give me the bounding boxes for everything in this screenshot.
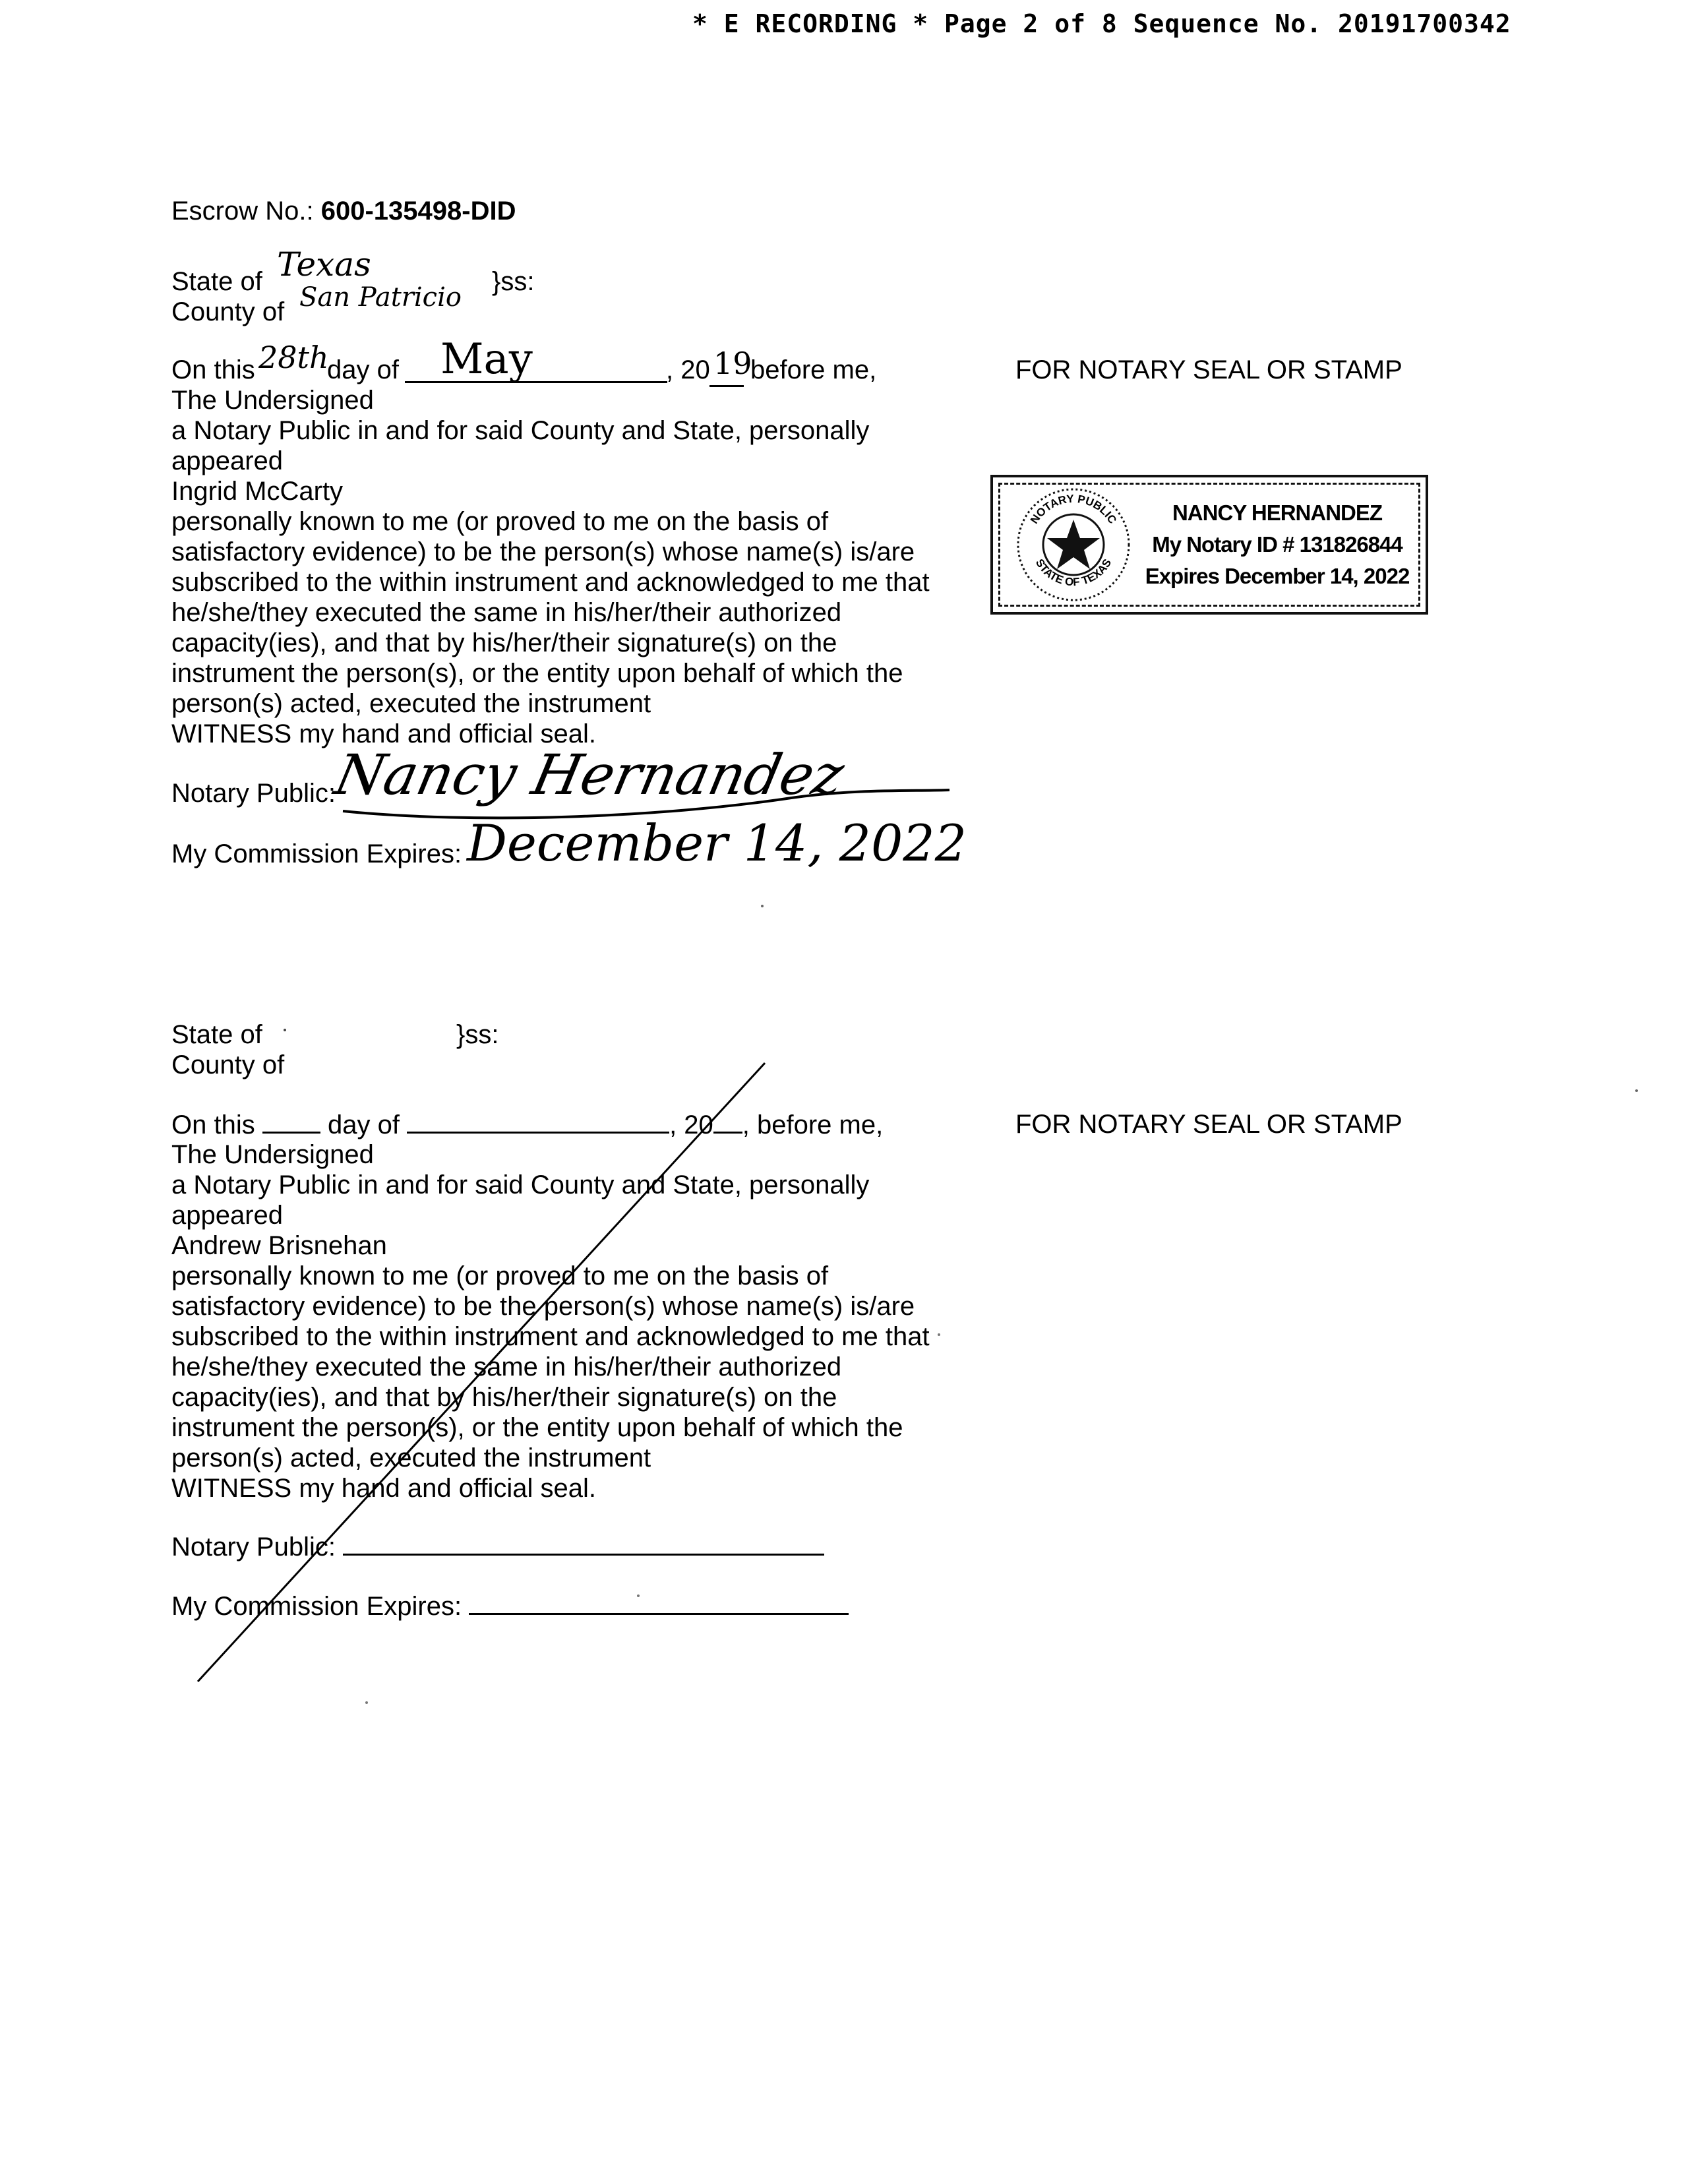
stamp-id: My Notary ID # 131826844 <box>1152 532 1402 557</box>
seal-ring-bottom-text: STATE OF TEXAS <box>1033 557 1114 589</box>
block2-day-of: day of <box>327 1110 400 1139</box>
block2-notary-line: a Notary Public in and for said County and State, personally <box>171 1170 870 1199</box>
block1-month-value: May <box>440 335 533 384</box>
block1-year-value: 19 <box>713 346 752 381</box>
block2-seal-caption: FOR NOTARY SEAL OR STAMP <box>1015 1110 1402 1139</box>
block2-ss: }ss: <box>456 1020 499 1049</box>
block1-body-line: satisfactory evidence) to be the person(s) whose name(s) is/are <box>171 537 915 566</box>
block1-state-label: State of <box>171 267 262 296</box>
block2-body-line: WITNESS my hand and official seal. <box>171 1474 596 1503</box>
block1-commission-label: My Commission Expires: <box>171 839 462 868</box>
block1-body-line: person(s) acted, executed the instrument <box>171 689 651 718</box>
block1-state-value: Texas <box>277 245 371 284</box>
block1-undersigned: The Undersigned <box>171 386 374 415</box>
block1-day-value: 28th <box>258 340 329 375</box>
block1-county-value: San Patricio <box>299 282 462 313</box>
block2-body-line: capacity(ies), and that by his/her/their signature(s) on the <box>171 1383 837 1412</box>
block2-year-prefix: , 20 <box>669 1110 713 1139</box>
notary-signature: Nancy Hernandez <box>329 743 850 807</box>
block2-body-line: instrument the person(s), or the entity upon behalf of which the <box>171 1413 903 1442</box>
block1-notary-line: a Notary Public in and for said County and State, personally <box>171 416 870 445</box>
block1-body-line: subscribed to the within instrument and acknowledged to me that <box>171 568 930 597</box>
block1-appeared: appeared <box>171 446 284 475</box>
block2-person: Andrew Brisnehan <box>171 1231 387 1260</box>
block1-person: Ingrid McCarty <box>171 477 344 506</box>
stamp-expires: Expires December 14, 2022 <box>1145 564 1410 588</box>
block1-before-me: before me, <box>750 355 877 384</box>
block2-body-line: person(s) acted, executed the instrument <box>171 1443 651 1472</box>
block2-body-line: personally known to me (or proved to me on the basis of <box>171 1261 829 1290</box>
block1-commission-value: December 14, 2022 <box>467 814 967 872</box>
block1-body-line: personally known to me (or proved to me on the basis of <box>171 507 829 536</box>
block1-body-line: he/she/they executed the same in his/her/their authorized <box>171 598 842 627</box>
block2-body-line: subscribed to the within instrument and acknowledged to me that <box>171 1322 930 1351</box>
block2-county-label: County of <box>171 1050 285 1079</box>
block1-body-line: capacity(ies), and that by his/her/their signature(s) on the <box>171 628 837 657</box>
block1-county-label: County of <box>171 297 285 326</box>
escrow-number: 600-135498-DID <box>320 197 516 226</box>
block1-ss: }ss: <box>492 267 535 296</box>
block1-notary-public-label: Notary Public: <box>171 779 336 808</box>
recording-header: * E RECORDING * Page 2 of 8 Sequence No. 20191700342 <box>692 9 1511 38</box>
block2-appeared: appeared <box>171 1201 284 1230</box>
block2-body-line: he/she/they executed the same in his/her/their authorized <box>171 1352 842 1381</box>
block2-body-line: satisfactory evidence) to be the person(s) whose name(s) is/are <box>171 1292 915 1321</box>
block1-seal-caption: FOR NOTARY SEAL OR STAMP <box>1015 355 1402 384</box>
block2-undersigned: The Undersigned <box>171 1140 374 1169</box>
block1-year-prefix: , 20 <box>666 355 710 384</box>
block1-body-line: instrument the person(s), or the entity upon behalf of which the <box>171 659 903 688</box>
block1-body-line: WITNESS my hand and official seal. <box>171 719 596 748</box>
block1-on-this: On this <box>171 355 255 384</box>
stamp-name: NANCY HERNANDEZ <box>1172 501 1383 525</box>
escrow-label: Escrow No.: <box>171 197 314 226</box>
seal-ring-top-text: NOTARY PUBLIC <box>1027 492 1120 526</box>
block2-commission-label: My Commission Expires: <box>171 1592 462 1621</box>
block2-on-this: On this <box>171 1110 255 1139</box>
block2-notary-public-label: Notary Public: <box>171 1532 336 1562</box>
block2-state-label: State of <box>171 1020 262 1049</box>
block2-before-me: , before me, <box>742 1110 884 1139</box>
block1-day-of: day of <box>327 355 399 384</box>
